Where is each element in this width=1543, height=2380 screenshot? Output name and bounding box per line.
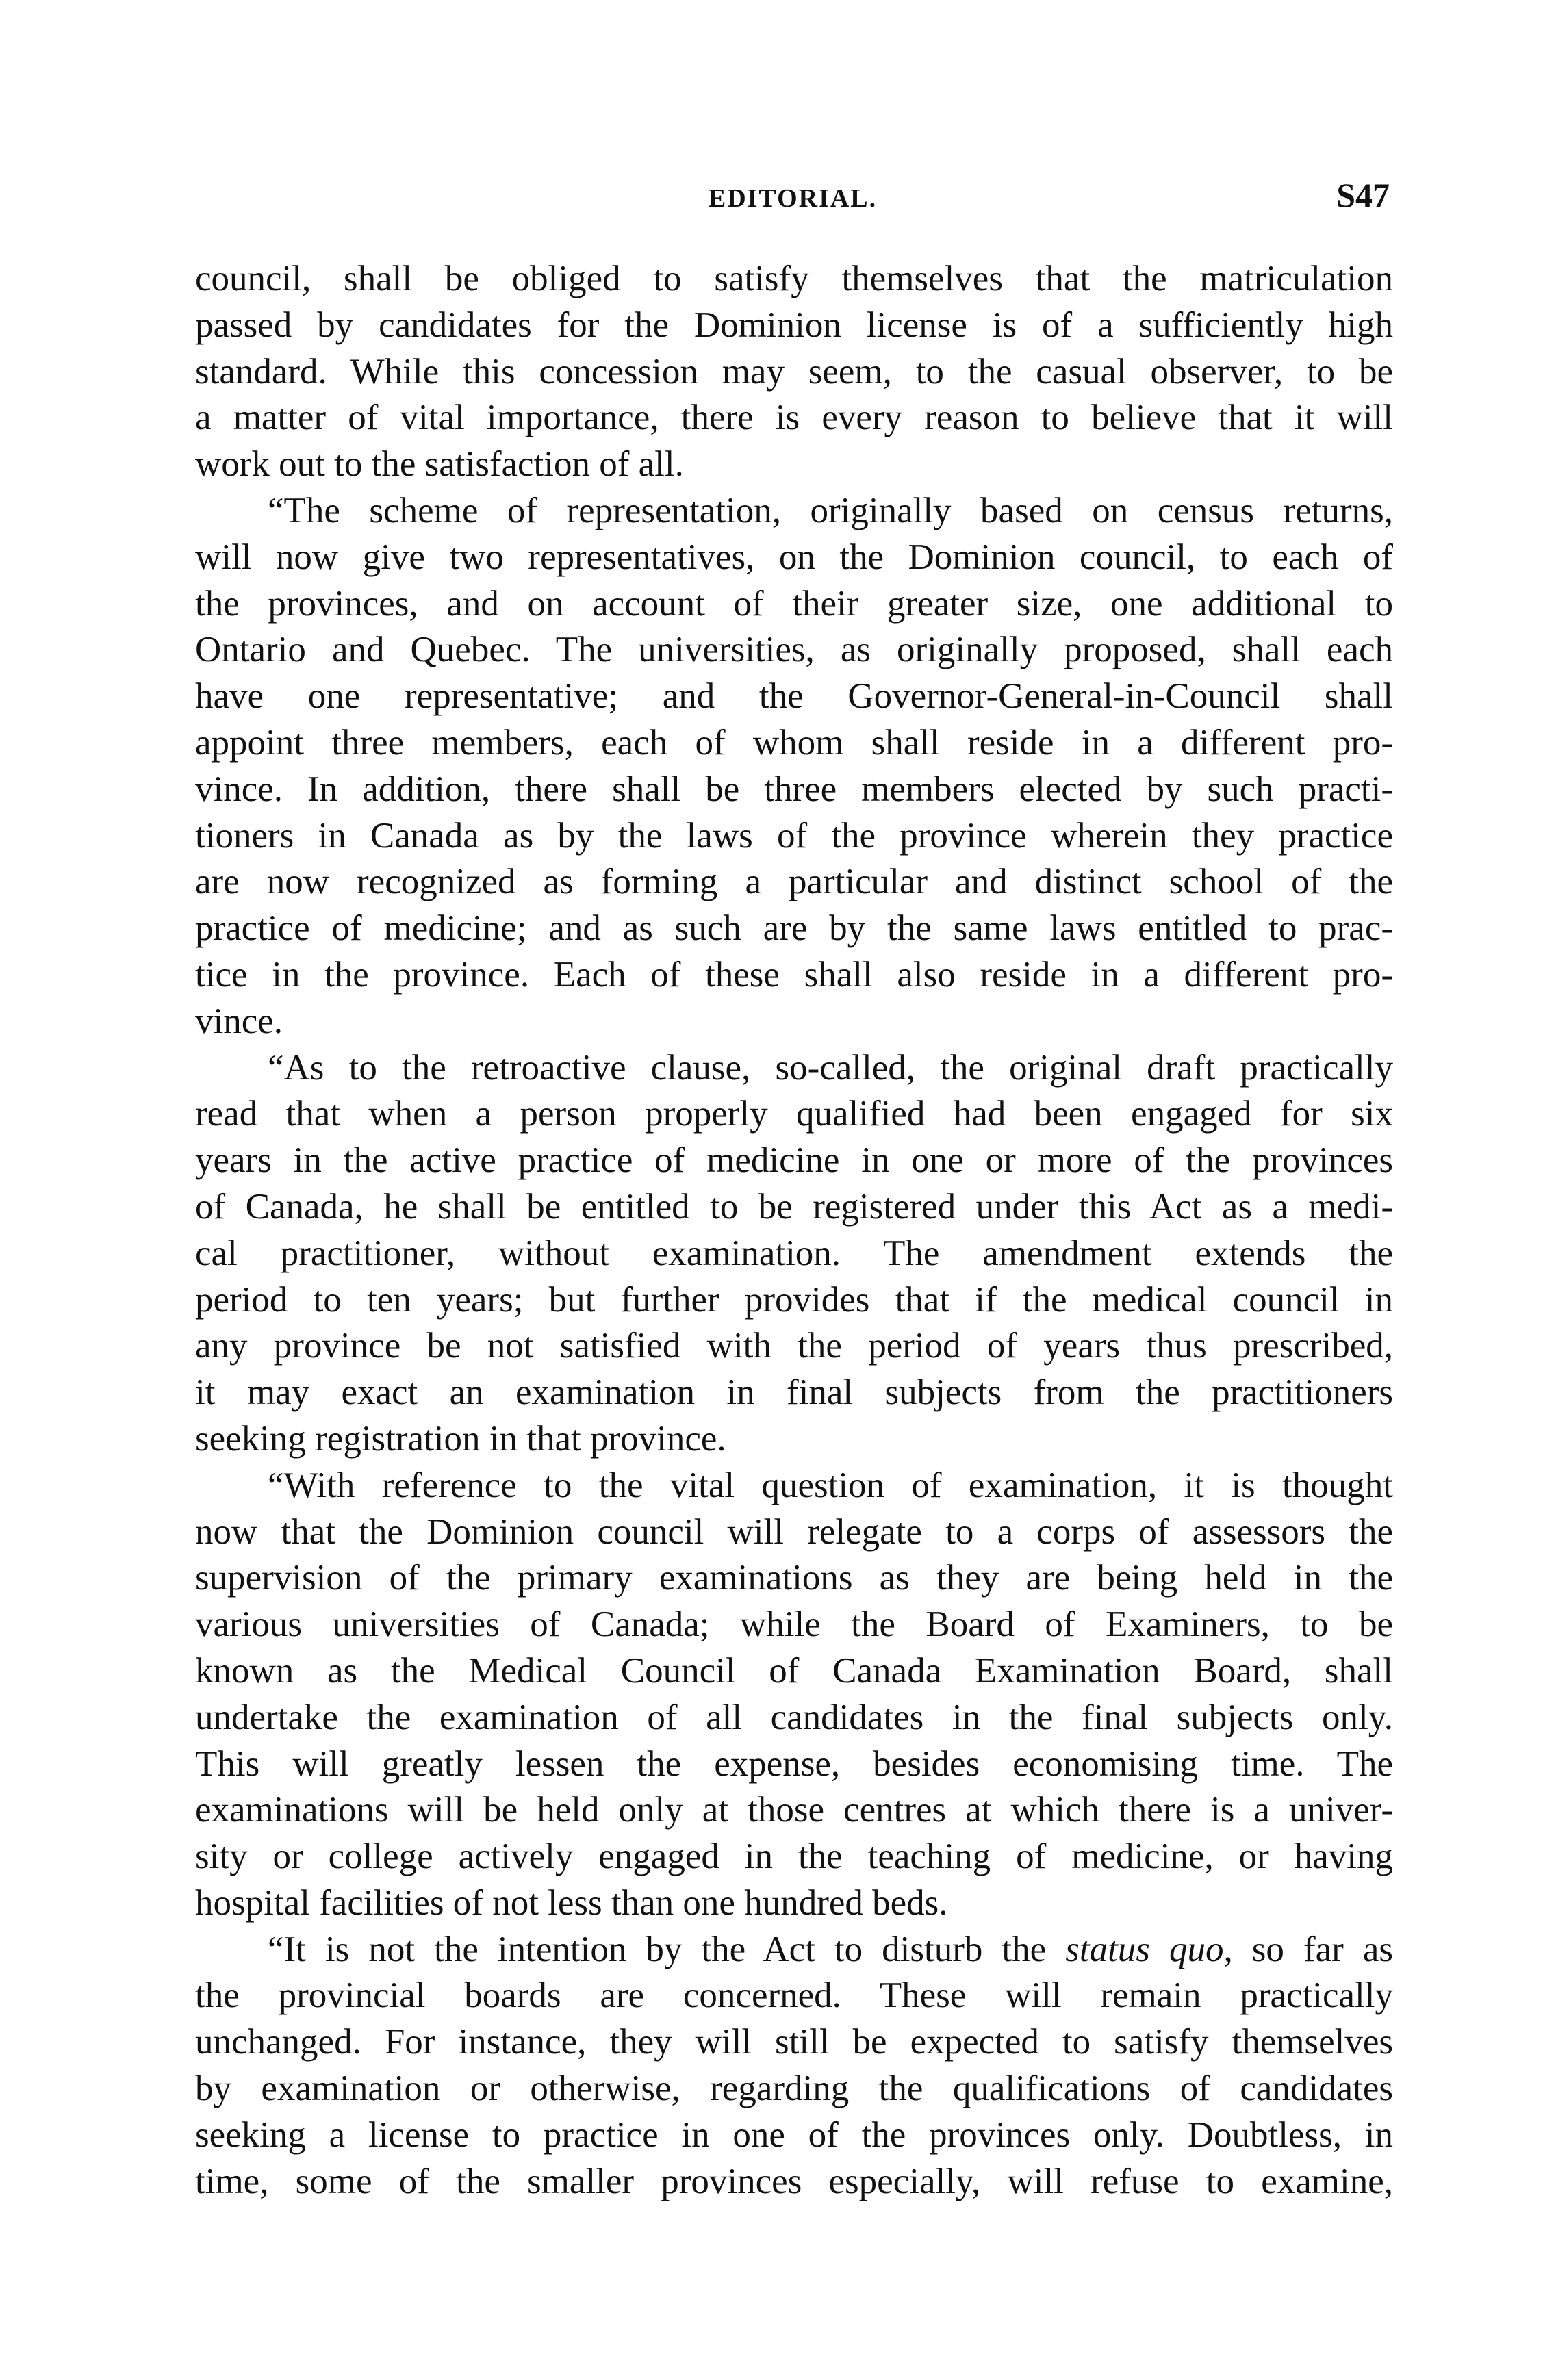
text-line: examinations will be held only at those centres at which there is a univer-: [195, 1790, 1393, 1830]
paragraph: [195, 1927, 1393, 2205]
section-title: EDITORIAL.: [708, 184, 878, 213]
paragraph: [195, 256, 1393, 488]
text-line: council, shall be obliged to satisfy themselves that the matriculation: [195, 259, 1393, 298]
body-text: [195, 256, 1393, 2205]
text-line: any province be not satisfied with the period of years thus prescribed,: [195, 1326, 1393, 1366]
text-line: now that the Dominion council will relegate to a corps of assessors the: [195, 1511, 1393, 1552]
text-line: “With reference to the vital question of examination, it is thought: [268, 1465, 1393, 1505]
text-line: the provincial boards are concerned. These will remain practically: [195, 1975, 1393, 2016]
text-line: standard. While this concession may seem, to the casual observer, to be: [195, 351, 1393, 392]
text-line: of Canada, he shall be entitled to be registered under this Act as a medi-: [195, 1186, 1393, 1227]
text-line: This will greatly lessen the expense, besides economising time. The: [195, 1743, 1393, 1784]
text-line: various universities of Canada; while the Board of Examiners, to be: [195, 1604, 1393, 1645]
text-line: hospital facilities of not less than one hundred beds.: [195, 1882, 948, 1923]
text-line: cal practitioner, without examination. The amendment extends the: [195, 1233, 1393, 1273]
text-line: unchanged. For instance, they will still be expected to satisfy themselves: [195, 2022, 1393, 2062]
text-line: a matter of vital importance, there is every reason to believe that it will: [195, 398, 1393, 438]
text-line: vince. In addition, there shall be three members elected by such practi-: [195, 769, 1393, 809]
text-line: known as the Medical Council of Canada Examination Board, shall: [195, 1650, 1393, 1691]
text-line: will now give two representatives, on the Dominion council, to each of: [195, 537, 1393, 577]
text-line: supervision of the primary examinations as they are being held in the: [195, 1558, 1393, 1598]
text-line: undertake the examination of all candidates in the final subjects only.: [195, 1697, 1393, 1737]
text-line: tioners in Canada as by the laws of the province wherein they practice: [195, 815, 1393, 856]
text-line: appoint three members, each of whom shall reside in a different pro-: [195, 722, 1393, 763]
text-line: it may exact an examination in final subjects from the practitioners: [195, 1372, 1393, 1413]
text-line: “As to the retroactive clause, so-called, the original draft practically: [268, 1047, 1393, 1088]
page-number: S47: [1336, 176, 1390, 214]
text-line: have one representative; and the Governor-General-in-Council shall: [195, 676, 1393, 717]
text-line: [195, 1927, 1393, 1973]
text-line: work out to the satisfaction of all.: [195, 444, 684, 485]
text-line: are now recognized as forming a particular and distinct school of the: [195, 862, 1393, 902]
text-line: period to ten years; but further provides that if the medical council in: [195, 1279, 1393, 1320]
text-line: seeking registration in that province.: [195, 1418, 726, 1459]
text-line: vince.: [195, 1001, 283, 1041]
text-line: years in the active practice of medicine in one or more of the provinces: [195, 1140, 1393, 1181]
text-line: sity or college actively engaged in the teaching of medicine, or having: [195, 1837, 1393, 1877]
text-line: passed by candidates for the Dominion license is of a sufficiently high: [195, 305, 1393, 345]
italic-text: status quo: [1065, 1929, 1224, 1969]
text-line: seeking a license to practice in one of the provinces only. Doubtless, in: [195, 2114, 1393, 2155]
text-line: Ontario and Quebec. The universities, as originally proposed, shall each: [195, 630, 1393, 670]
running-head: [0, 176, 1543, 214]
paragraph: [195, 1045, 1393, 1463]
text-run: “It is not the intention by the Act to disturb the: [268, 1929, 1066, 1969]
text-line: time, some of the smaller provinces especially, will refuse to examine,: [195, 2161, 1393, 2201]
paragraph: [195, 488, 1393, 1045]
text-line: “The scheme of representation, originally based on census returns,: [268, 490, 1393, 530]
text-line: practice of medicine; and as such are by the same laws entitled to prac-: [195, 908, 1393, 949]
text-line: by examination or otherwise, regarding the qualifications of candidates: [195, 2069, 1393, 2109]
text-line: read that when a person properly qualified had been engaged for six: [195, 1094, 1393, 1134]
text-line: the provinces, and on account of their greater size, one additional to: [195, 583, 1393, 624]
text-run: , so far as: [1223, 1929, 1393, 1969]
paragraph: [195, 1463, 1393, 1927]
text-line: tice in the province. Each of these shall also reside in a different pro-: [195, 954, 1393, 995]
